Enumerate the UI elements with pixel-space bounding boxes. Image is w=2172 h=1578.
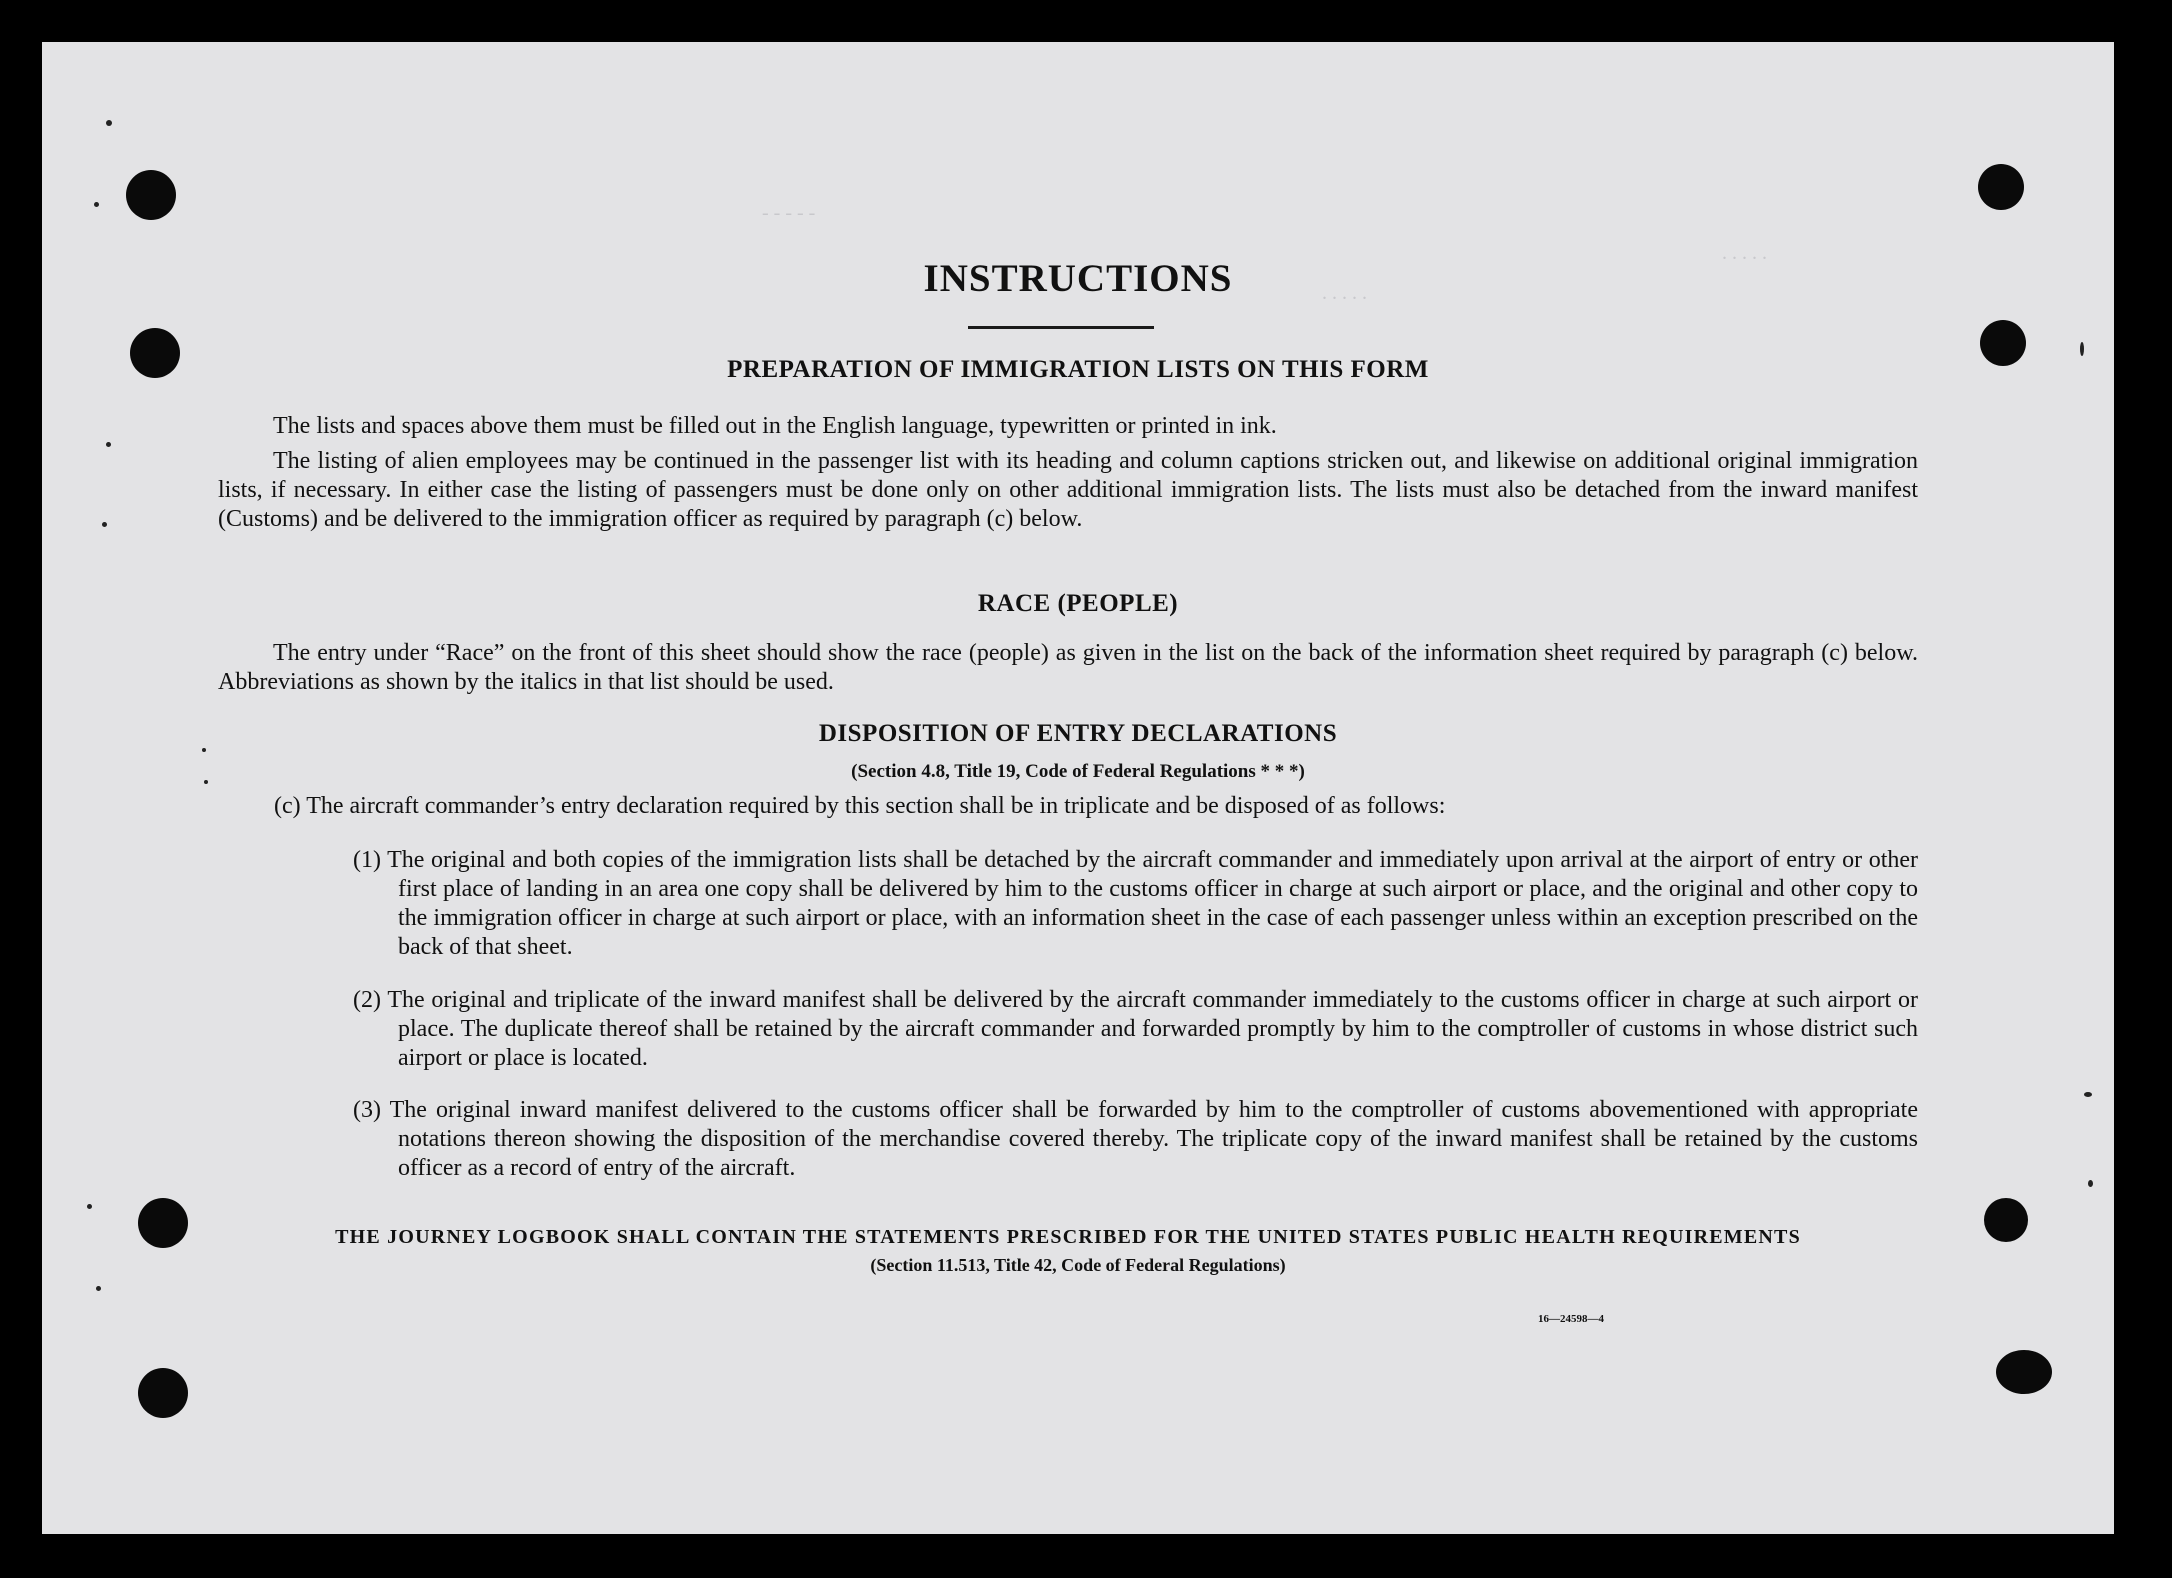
paragraph-alien-employees: The listing of alien employees may be continued in the passenger list with its heading and column captions stricken out, and likewise on additional original immigration lists, if necessary. In either case the listing of passengers must be done only on other additional immigration lists. The lists must also be detached from the inward manifest (Customs) and be delivered to the immigration officer as required by paragraph (c) below. [218, 448, 1918, 532]
public-health-statement: THE JOURNEY LOGBOOK SHALL CONTAIN THE STATEMENTS PRESCRIBED FOR THE UNITED STATES PUBLIC HEALTH REQUIREMENTS [335, 1226, 1801, 1248]
section-heading-preparation: PREPARATION OF IMMIGRATION LISTS ON THIS FORM [727, 356, 1429, 383]
scan-speck [94, 202, 99, 207]
form-number: 16—24598—4 [1538, 1313, 1604, 1325]
section-citation: (Section 4.8, Title 19, Code of Federal Regulations * * *) [851, 761, 1305, 782]
punch-hole [138, 1198, 188, 1248]
scan-speck [2088, 1180, 2093, 1187]
punch-hole [126, 170, 176, 220]
scan-speck [96, 1286, 101, 1291]
paragraph-language: The lists and spaces above them must be filled out in the English language, typewritten or printed in ink. [273, 413, 1277, 439]
document-sheet [42, 42, 2114, 1534]
public-health-citation: (Section 11.513, Title 42, Code of Federal Regulations) [870, 1255, 1286, 1275]
list-item: (3) The original inward manifest delivered to the customs officer shall be forwarded by him to the comptroller of customs abovementioned with appropriate notations thereon showing the disposition of the merchandise covered thereby. The triplicate copy of the inward manifest shall be retained by the customs officer as a record of entry of the aircraft. [353, 1097, 1918, 1181]
paragraph-race: The entry under “Race” on the front of this sheet should show the race (people) as given in the list on the back of the information sheet required by paragraph (c) below. Abbreviations as shown by the italics in that list should be used. [218, 640, 1918, 695]
paragraph-disposition-intro: (c) The aircraft commander’s entry declaration required by this section shall be in triplicate and be disposed of as follows: [274, 793, 1446, 819]
section-heading-disposition: DISPOSITION OF ENTRY DECLARATIONS [818, 720, 1338, 747]
punch-hole [1996, 1350, 2052, 1394]
list-item: (1) The original and both copies of the immigration lists shall be detached by the aircraft commander and immediately upon arrival at the airport of entry or other first place of landing in an area one copy shall be delivered by him to the customs officer in charge at such airport or place, and the original and other copy to the immigration officer in charge at such airport or place, with an information sheet in the case of each passenger unless within an exception prescribed on the back of that sheet. [353, 847, 1918, 960]
scan-speck [2084, 1092, 2092, 1097]
scan-speck [106, 120, 112, 126]
list-item: (2) The original and triplicate of the inward manifest shall be delivered by the aircraft commander immediately to the customs officer in charge at such airport or place. The duplicate thereof shall be retained by the aircraft commander and forwarded promptly by him to the comptroller of customs in whose district such airport or place is located. [353, 987, 1918, 1071]
scan-speck [202, 748, 206, 752]
scan-speck [102, 522, 107, 527]
bleed-through-mark: . . . . . [1322, 282, 1367, 304]
page-title: INSTRUCTIONS [923, 257, 1233, 300]
bleed-through-mark: . . . . . [1722, 242, 1767, 264]
scan-speck [2080, 342, 2084, 356]
punch-hole [138, 1368, 188, 1418]
scan-speck [87, 1204, 92, 1209]
section-heading-race: RACE (PEOPLE) [977, 590, 1179, 617]
punch-hole [1984, 1198, 2028, 1242]
punch-hole [1978, 164, 2024, 210]
bleed-through-mark: - - - - - [762, 202, 816, 224]
title-underline [968, 326, 1154, 329]
scan-speck [106, 442, 111, 447]
